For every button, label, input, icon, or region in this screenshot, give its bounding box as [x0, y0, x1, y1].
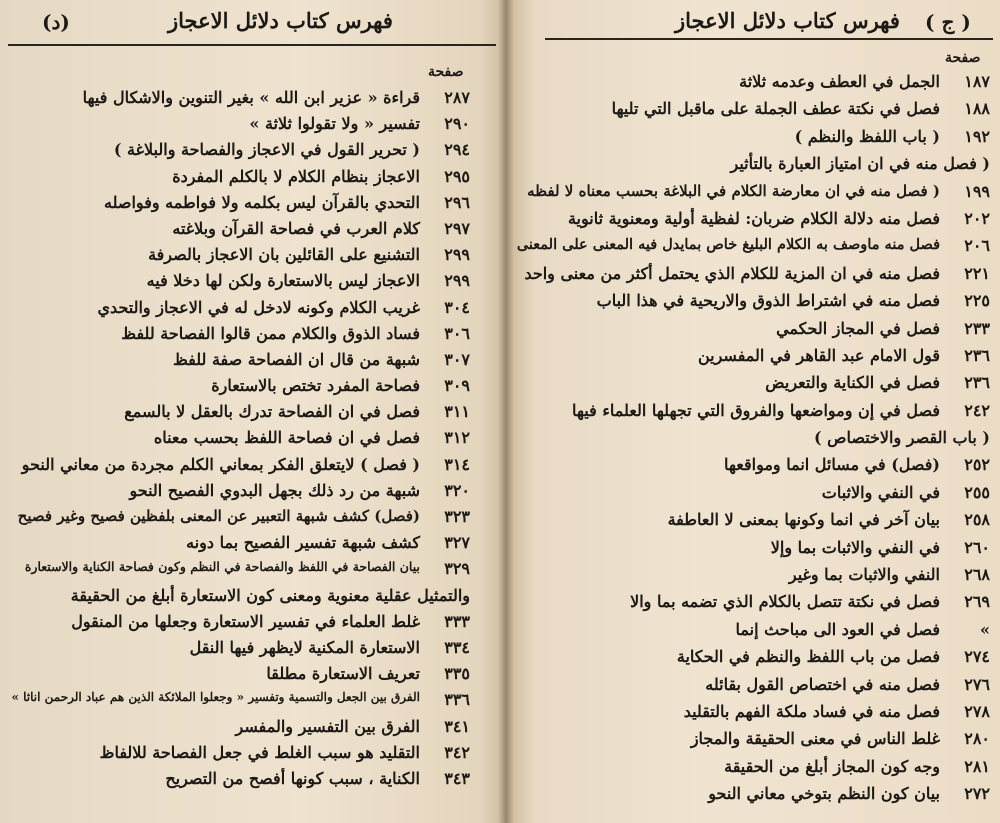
- toc-page-number: ٣٠٩: [444, 376, 470, 396]
- toc-page-number: ٣٠٤: [444, 297, 470, 317]
- toc-page-number: ٢٨١: [964, 756, 990, 776]
- toc-entry-title: قول الامام عبد القاهر في المفسرين: [697, 345, 940, 365]
- left-page-number: (د): [42, 10, 70, 34]
- right-toc-list: [515, 72, 990, 812]
- toc-entry: [515, 675, 990, 702]
- toc-entry: [10, 88, 470, 114]
- toc-page-number: ٢٠٦: [964, 236, 990, 256]
- left-header-title: فهرس كتاب دلائل الاعجاز: [168, 8, 393, 33]
- left-toc-list: [10, 88, 470, 795]
- toc-entry: [10, 402, 470, 428]
- toc-entry-title: تعريف الاستعارة مطلقا: [266, 664, 420, 684]
- toc-entry: [10, 455, 470, 481]
- toc-entry-title: النفي والاثبات بما وغير: [788, 565, 940, 585]
- toc-entry: [515, 346, 990, 373]
- toc-page-number: ٢٧٦: [964, 674, 990, 694]
- toc-entry-title: شبهة من رد ذلك بجهل البدوي الفصيح النحو: [129, 480, 420, 500]
- toc-page-number: ٣٤٢: [444, 742, 470, 762]
- toc-page-number: ٣٠٧: [444, 349, 470, 369]
- toc-entry: [10, 743, 470, 769]
- toc-entry-title: بيان آخر في انما وكونها بمعنى لا العاطفة: [667, 510, 940, 530]
- right-column-label: صفحة: [945, 50, 981, 66]
- right-header-rule: [545, 38, 993, 40]
- toc-entry-title: فصل منه دلالة الكلام ضربان: لفظية أولية ومعنوية ثانوية: [567, 208, 940, 228]
- toc-page-number: ٣٣٦: [444, 690, 470, 710]
- toc-entry-title: فصل في ان الفصاحة تدرك بالعقل لا بالسمع: [124, 402, 420, 422]
- toc-entry-title: كلام العرب في فصاحة القرآن وبلاغته: [172, 218, 420, 238]
- toc-entry-title: ( فصل منه في ان امتياز العبارة بالتأثير: [730, 154, 990, 174]
- toc-entry: [10, 533, 470, 559]
- toc-page-number: ٢٦٩: [964, 592, 990, 612]
- toc-page-number: ٣١٤: [444, 454, 470, 474]
- toc-entry: [515, 401, 990, 428]
- toc-entry-title: فصل في المجاز الحكمي: [776, 318, 940, 338]
- toc-entry-title: التشنيع على القائلين بان الاعجاز بالصرفة: [148, 245, 420, 265]
- toc-page-number: ٣١٢: [444, 428, 470, 448]
- toc-entry-title: ( فصل ) لايتعلق الفكر بمعاني الكلم مجردة من معاني النحو: [21, 454, 420, 474]
- toc-entry-title: فصل في ان فصاحة اللفظ بحسب معناه: [153, 428, 420, 448]
- toc-page-number: ٢٦٠: [964, 537, 990, 557]
- toc-entry-title: فصل منه ماوصف به الكلام البليغ خاص بمايدل فيه المعنى على المعنى: [516, 236, 940, 254]
- toc-entry-title: بيان الفصاحة في اللفظ والفصاحة في النظم وكون فصاحة الكناية والاستعارة: [24, 559, 420, 575]
- toc-entry: [515, 729, 990, 756]
- toc-page-number: ٣٠٦: [444, 323, 470, 343]
- toc-entry: [515, 620, 990, 647]
- toc-entry: [10, 167, 470, 193]
- toc-entry: [10, 769, 470, 795]
- right-header-title: فهرس كتاب دلائل الاعجاز: [675, 8, 900, 33]
- toc-entry-title: بيان كون النظم بتوخي معاني النحو: [708, 784, 940, 804]
- toc-page-number: ٣٢٣: [444, 507, 470, 526]
- toc-page-number: ٣٣٤: [444, 637, 470, 657]
- toc-entry-title: شبهة من قال ان الفصاحة صفة للفظ: [172, 349, 420, 369]
- toc-page-number: ٢٧٢: [964, 784, 990, 804]
- book-gutter-shadow: [498, 0, 514, 823]
- toc-page-number: ٢٠٢: [964, 208, 990, 228]
- toc-entry-title: فساد الذوق والكلام ممن قالوا الفصاحة للفظ: [121, 323, 420, 343]
- toc-entry: [10, 271, 470, 297]
- right-page-number: ( ج ): [925, 10, 971, 34]
- toc-entry-title: قراءة « عزير ابن الله » بغير التنوين والاشكال فيها: [82, 88, 420, 107]
- toc-page-number: ٣٤١: [444, 716, 470, 736]
- toc-entry-title: في النفي والاثبات: [821, 482, 940, 502]
- toc-page-number: ٢٢١: [964, 263, 990, 283]
- toc-entry: [10, 140, 470, 166]
- toc-page-number: ٢٩٤: [444, 140, 470, 160]
- toc-entry: [10, 114, 470, 140]
- toc-entry-title: (فصل) كشف شبهة التعبير عن المعنى بلفظين فصيح وغير فصيح: [17, 507, 420, 525]
- toc-entry: [515, 702, 990, 729]
- toc-page-number: ٣٢٩: [444, 559, 470, 579]
- toc-entry-title: فصل في نكتة عطف الجملة على ماقبل التي تليها: [611, 99, 940, 119]
- toc-entry: [10, 376, 470, 402]
- toc-entry-title: والتمثيل عقلية معنوية ومعنى كون الاستعارة أبلغ من الحقيقة: [70, 585, 470, 605]
- toc-page-number: ٢٥٥: [964, 482, 990, 502]
- toc-entry-title: التقليد هو سبب الغلط في جعل الفصاحة للالفاظ: [99, 742, 420, 762]
- toc-entry-title: فصل منه في اشتراط الذوق والاريحية في هذا الباب: [596, 291, 940, 311]
- toc-entry-title: غلط العلماء في تفسير الاستعارة وجعلها من المنقول: [71, 611, 420, 631]
- toc-page-number: ٢٨٧: [444, 88, 470, 107]
- toc-entry-title: الجمل في العطف وعدمه ثلاثة: [739, 72, 940, 91]
- toc-page-number: ٢٩٠: [444, 114, 470, 134]
- toc-entry: [10, 298, 470, 324]
- toc-entry-title: في النفي والاثبات بما وإلا: [770, 537, 940, 557]
- toc-entry-title: فصل في العود الى مباحث إنما: [735, 619, 940, 639]
- toc-entry-title: التحدي بالقرآن ليس بكلمه ولا فواطمه وفواصله: [104, 192, 420, 212]
- toc-entry: [10, 324, 470, 350]
- toc-entry: [515, 99, 990, 126]
- right-page: [505, 0, 1000, 823]
- toc-page-number: ٢٥٨: [964, 510, 990, 530]
- toc-page-number: ١٩٩: [964, 181, 990, 201]
- toc-entry: [10, 586, 470, 612]
- toc-page-number: ١٩٢: [964, 126, 990, 146]
- toc-entry: [10, 193, 470, 219]
- toc-entry: [515, 264, 990, 291]
- toc-entry-title: ( فصل منه في ان معارضة الكلام في البلاغة بحسب معناه لا لفظه: [527, 181, 940, 200]
- toc-entry-title: الاعجاز بنظام الكلام لا بالكلم المفردة: [172, 166, 420, 186]
- toc-entry-title: فصل من باب اللفظ والنظم في الحكاية: [676, 647, 940, 667]
- toc-entry: [515, 154, 990, 181]
- toc-entry-title: الفرق بين الجعل والتسمية وتفسير « وجعلوا الملائكة الذين هم عباد الرحمن اناثا »: [11, 690, 420, 705]
- toc-entry-title: فصاحة المفرد تختص بالاستعارة: [211, 376, 420, 396]
- toc-page-number: ٢٩٩: [444, 245, 470, 265]
- toc-entry-title: ( باب القصر والاختصاص ): [813, 428, 990, 448]
- toc-entry: [515, 757, 990, 784]
- toc-entry: [515, 127, 990, 154]
- toc-entry-title: الاستعارة المكنية لايظهر فيها النقل: [189, 637, 420, 657]
- toc-entry: [10, 690, 470, 716]
- toc-page-number: ٣١١: [444, 402, 470, 422]
- toc-entry: [10, 245, 470, 271]
- toc-entry: [515, 291, 990, 318]
- left-page-header: [0, 8, 505, 38]
- toc-page-number: ٢٣٦: [964, 345, 990, 365]
- toc-entry: [10, 717, 470, 743]
- toc-entry-title: ( باب اللفظ والنظم ): [794, 126, 940, 146]
- toc-entry: [515, 647, 990, 674]
- toc-page-number: ٣٤٣: [444, 768, 470, 788]
- toc-entry-title: الاعجاز ليس بالاستعارة ولكن لها دخلا فيه: [146, 271, 420, 291]
- toc-page-number: ٢٣٣: [964, 318, 990, 338]
- toc-page-number: ٢٨٠: [964, 729, 990, 749]
- toc-entry-title: فصل منه في ان المزية للكلام الذي يحتمل أكثر من معنى واحد: [524, 263, 940, 283]
- toc-entry: [515, 455, 990, 482]
- left-column-label: صفحة: [428, 64, 464, 80]
- toc-entry-title: الفرق بين التفسير والمفسر: [235, 716, 420, 736]
- toc-page-number: »: [980, 619, 990, 639]
- toc-entry-title: فصل في نكتة تتصل بالكلام الذي تضمه بما والا: [630, 592, 940, 612]
- toc-entry-title: غريب الكلام وكونه لادخل له في الاعجاز والتحدي: [97, 297, 420, 317]
- toc-page-number: ٣٢٧: [444, 533, 470, 553]
- toc-entry-title: تفسير « ولا تقولوا ثلاثة »: [249, 114, 420, 134]
- toc-entry: [515, 565, 990, 592]
- toc-entry: [10, 350, 470, 376]
- toc-entry-title: فصل في الكناية والتعريض: [765, 373, 940, 393]
- toc-entry: [10, 428, 470, 454]
- toc-page-number: ٣٢٠: [444, 480, 470, 500]
- toc-entry: [515, 319, 990, 346]
- toc-entry: [515, 373, 990, 400]
- toc-entry: [515, 592, 990, 619]
- toc-entry-title: غلط الناس في معنى الحقيقة والمجاز: [690, 729, 940, 749]
- toc-page-number: ١٨٧: [964, 72, 990, 91]
- toc-entry: [10, 507, 470, 533]
- toc-entry-title: ( تحرير القول في الاعجاز والفصاحة والبلاغة ): [113, 140, 420, 160]
- toc-page-number: ٣٣٥: [444, 664, 470, 684]
- toc-page-number: ١٨٨: [964, 99, 990, 119]
- toc-page-number: ٢٤٢: [964, 400, 990, 420]
- toc-entry-title: فصل في إن ومواضعها والفروق التي تجهلها العلماء فيها: [572, 400, 940, 420]
- toc-entry: [10, 612, 470, 638]
- toc-page-number: ٢٥٢: [964, 455, 990, 475]
- toc-entry: [515, 72, 990, 99]
- toc-page-number: ٢٧٨: [964, 701, 990, 721]
- toc-entry-title: الكناية ، سبب كونها أفصح من التصريح: [165, 768, 420, 788]
- toc-entry: [515, 784, 990, 811]
- toc-entry: [515, 538, 990, 565]
- toc-entry-title: فصل منه في فساد ملكة الفهم بالتقليد: [683, 701, 940, 721]
- toc-page-number: ٢٩٧: [444, 218, 470, 238]
- toc-entry: [10, 638, 470, 664]
- left-header-rule: [8, 44, 496, 46]
- toc-entry-title: (فصل) في مسائل انما ومواقعها: [724, 455, 940, 475]
- toc-entry: [515, 182, 990, 209]
- toc-page-number: ٢٧٤: [964, 647, 990, 667]
- toc-entry: [10, 664, 470, 690]
- toc-entry-title: فصل منه في اختصاص القول بقائله: [705, 674, 940, 694]
- toc-entry: [515, 510, 990, 537]
- toc-page-number: ٢٣٦: [964, 373, 990, 393]
- toc-page-number: ٢٩٥: [444, 166, 470, 186]
- toc-page-number: ٢٩٦: [444, 192, 470, 212]
- toc-entry: [515, 428, 990, 455]
- toc-entry-title: وجه كون المجاز أبلغ من الحقيقة: [724, 756, 940, 776]
- toc-entry: [515, 209, 990, 236]
- toc-entry-title: كشف شبهة تفسير الفصيح بما دونه: [186, 533, 420, 553]
- toc-entry: [515, 483, 990, 510]
- toc-page-number: ٢٢٥: [964, 291, 990, 311]
- right-page-header: [505, 8, 1000, 38]
- toc-entry: [10, 559, 470, 585]
- toc-entry: [515, 236, 990, 263]
- toc-page-number: ٢٩٩: [444, 271, 470, 291]
- toc-page-number: ٣٣٣: [444, 611, 470, 631]
- toc-entry: [10, 481, 470, 507]
- toc-entry: [10, 219, 470, 245]
- toc-page-number: ٢٦٨: [964, 565, 990, 585]
